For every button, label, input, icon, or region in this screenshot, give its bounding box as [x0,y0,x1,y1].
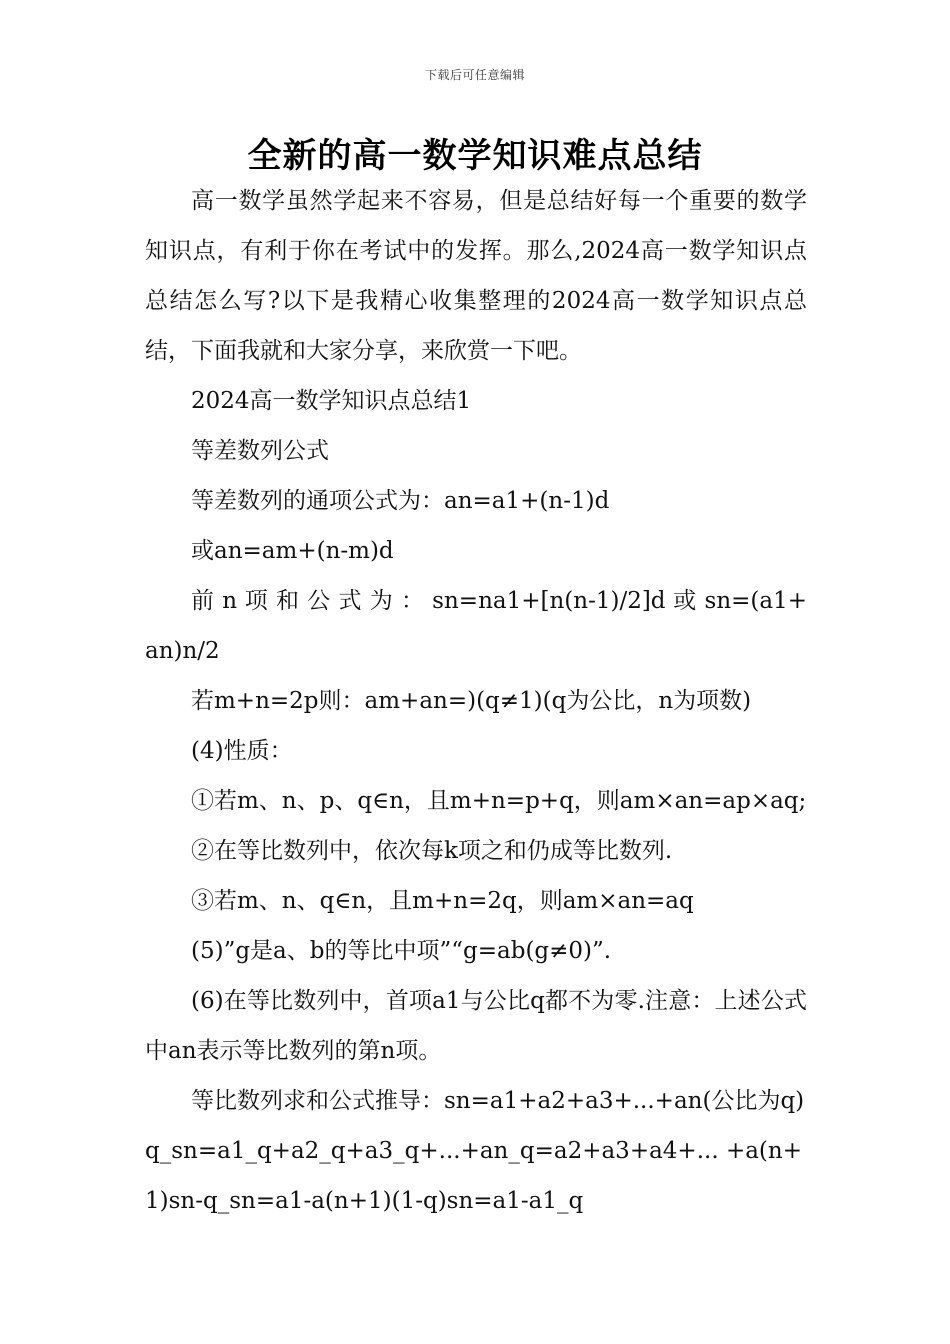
property-item: (6)在等比数列中，首项a1与公比q都不为零.注意：上述公式中an表示等比数列的第n项。 [145,988,807,1064]
intro-paragraph: 高一数学虽然学起来不容易，但是总结好每一个重要的数学知识点，有利于你在考试中的发挥。那么,2024高一数学知识点总结怎么写?以下是我精心收集整理的2024高一数学知识点总结，下面我就和大家分享，来欣赏一下吧。 [145,188,807,364]
property-item: (5)”g是a、b的等比中项”“g=ab(g≠0)”. [191,938,612,964]
header-note: 下载后可任意编辑 [424,68,525,82]
formula-line: 等差数列的通项公式为：an=a1+(n-1)d [191,488,610,514]
property-item: ①若m、n、p、q∈n，且m+n=p+q，则am×an=ap×aq; [191,788,807,814]
document-title: 全新的高一数学知识难点总结 [247,136,703,176]
property-item: ③若m、n、q∈n，且m+n=2q，则am×an=aq [191,888,694,914]
formula-line: 前 n 项 和 公 式 为 ： sn=na1+[n(n-1)/2]d 或 sn=(a1+an)n/2 [145,588,807,664]
formula-line: 若m+n=2p则：am+an=)(q≠1)(q为公比，n为项数) [191,688,752,714]
subsection-heading: 等差数列公式 [191,438,329,464]
section-heading: 2024高一数学知识点总结1 [191,388,472,414]
formula-line: 或an=am+(n-m)d [191,538,394,564]
property-heading: (4)性质： [191,738,293,764]
derivation-paragraph: 等比数列求和公式推导：sn=a1+a2+a3+...+an(公比为q)q_sn=a1_q+a2_q+a3_q+...+an_q=a2+a3+a4+... +a(n+1)sn-q_sn=a1-a(n+1)(1-q)sn=a1-a1_q [145,1088,805,1214]
document-body [145,176,807,1226]
property-item: ②在等比数列中，依次每k项之和仍成等比数列. [191,838,673,864]
